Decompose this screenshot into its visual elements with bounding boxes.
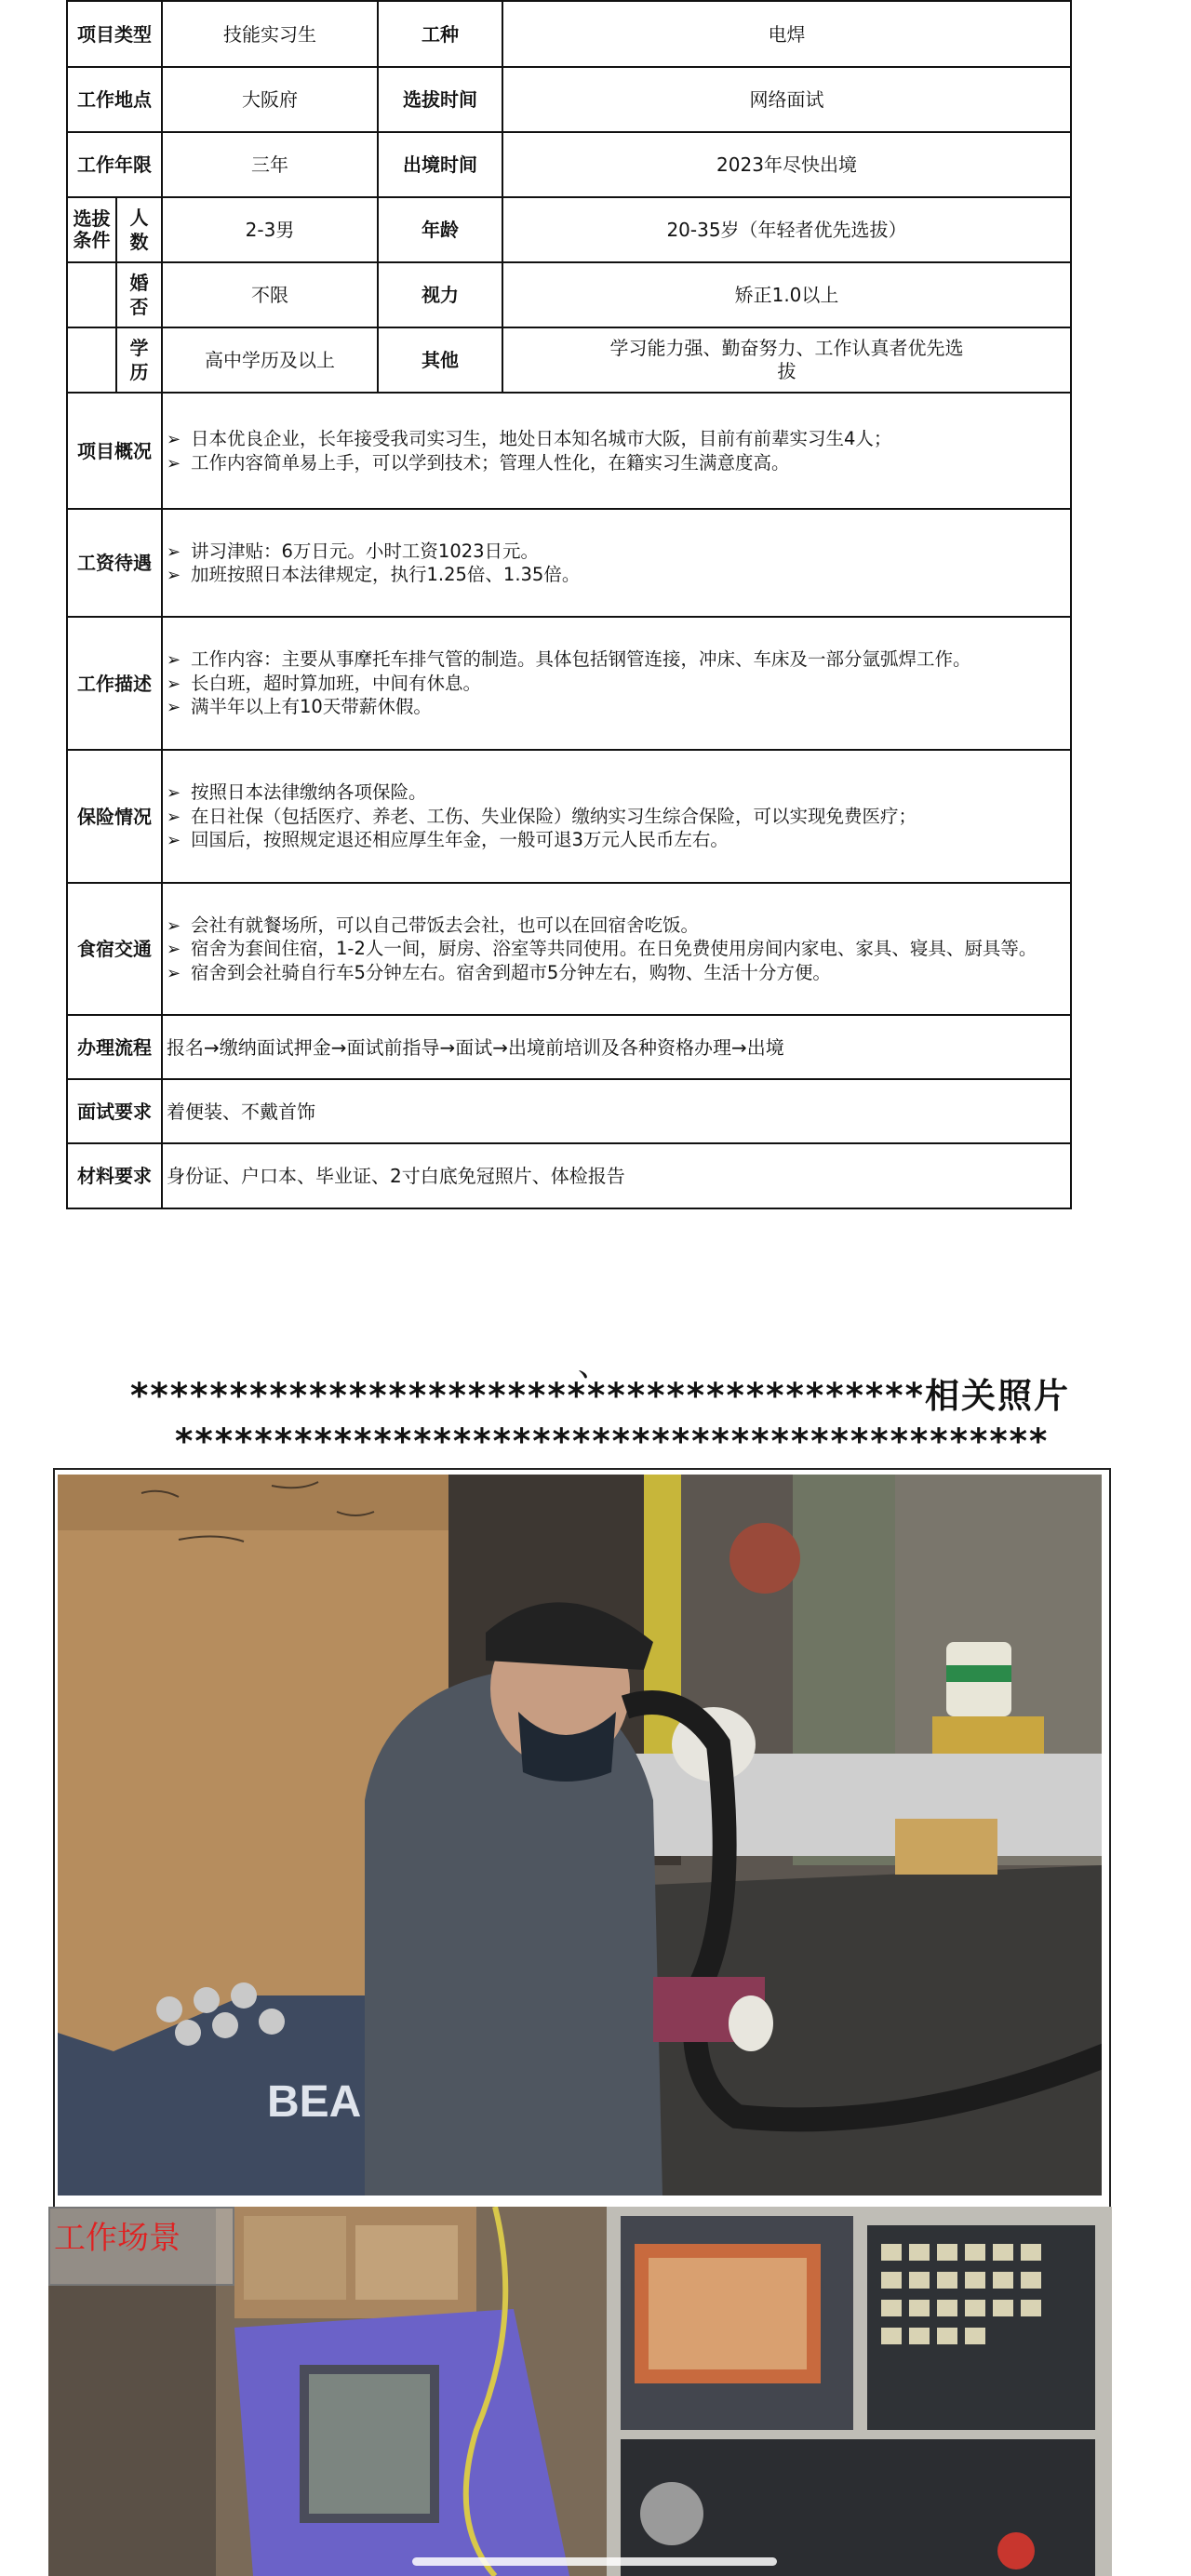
bullet-item [167,540,1063,563]
bullet-text: 讲习津贴：6万日元。小时工资1023日元。 [191,540,540,562]
bullet-list [162,750,1071,883]
bullet-text: 会社有就餐场所，可以自己带饭去会社，也可以在回宿舍吃饭。 [191,914,700,936]
bullet-text: 宿舍到会社骑自行车5分钟左右。宿舍到超市5分钟左右，购物、生活十分方便。 [191,961,831,983]
value-age: 20-35岁（年轻者优先选拔） [502,197,1071,262]
label-housing: 食宿交通 [67,883,162,1015]
bullet-list [162,393,1071,509]
label-work-years: 工作年限 [67,132,162,197]
bullet-text: 日本优良企业，长年接受我司实习生，地处日本知名城市大阪，目前有前辈实习生4人； [191,428,892,450]
bullet-text: 满半年以上有10天带薪休假。 [191,696,432,718]
label-selection-conditions: 选拔条件 [67,197,116,262]
arrow-bullet-icon: ➢ [167,831,181,851]
row-housing [67,883,1071,1015]
row-interview [67,1079,1071,1143]
arrow-bullet-icon: ➢ [167,963,181,983]
empty-cell [67,327,116,393]
scene-label [48,2207,234,2286]
row-work-years [67,132,1071,197]
label-project-type: 项目类型 [67,1,162,67]
value-process: 报名→缴纳面试押金→面试前指导→面试→出境前培训及各种资格办理→出境 [162,1015,1071,1079]
arrow-bullet-icon: ➢ [167,430,181,450]
bullet-item [167,914,1063,937]
bullet-text: 在日社保（包括医疗、养老、工伤、失业保险）缴纳实习生综合保险，可以实现免费医疗； [191,805,917,827]
bullet-text: 工作内容：主要从事摩托车排气管的制造。具体包括钢管连接，冲床、车床及一部分氩弧焊工作。 [191,648,971,671]
bullet-item [167,647,1063,671]
value-project-type: 技能实习生 [162,1,378,67]
value-marital: 不限 [162,262,378,327]
photos-title-stars: ******************************************** [175,1421,1050,1462]
label-interview: 面试要求 [67,1079,162,1143]
welder-photo [58,1475,1102,2196]
label-marital: 婚否 [116,262,162,327]
label-departure-time: 出境时间 [378,132,502,197]
empty-cell [67,262,116,327]
bullet-item [167,805,1063,828]
arrow-bullet-icon: ➢ [167,783,181,804]
row-salary [67,509,1071,617]
value-headcount: 2-3男 [162,197,378,262]
label-materials: 材料要求 [67,1143,162,1208]
value-vision: 矫正1.0以上 [502,262,1071,327]
label-insurance: 保险情况 [67,750,162,883]
bullet-list [162,617,1071,750]
label-other: 其他 [378,327,502,393]
bullet-item [167,937,1063,960]
row-education [67,327,1071,393]
bullet-list [162,509,1071,617]
value-other-line2: 拔 [777,360,796,382]
scroll-indicator[interactable] [412,2557,777,2566]
label-job-type: 工种 [378,1,502,67]
arrow-bullet-icon: ➢ [167,807,181,827]
bullet-text: 宿舍为套间住宿，1-2人一间，厨房、浴室等共同使用。在日免费使用房间内家电、家具、寝具、厨具等。 [191,938,1037,960]
arrow-bullet-icon: ➢ [167,566,181,585]
bullet-list [162,883,1071,1015]
label-selection-time: 选拔时间 [378,67,502,132]
value-materials: 身份证、户口本、毕业证、2寸白底免冠照片、体检报告 [162,1143,1071,1208]
arrow-bullet-icon: ➢ [167,915,181,936]
label-education: 学历 [116,327,162,393]
label-headcount: 人数 [116,197,162,262]
bag-text: BEA [267,2077,362,2127]
label-age: 年龄 [378,197,502,262]
photos-title: ****************************************相关照片 [130,1376,1070,1416]
value-other [502,327,1071,393]
bullet-item [167,781,1063,804]
value-interview: 着便装、不戴首饰 [162,1079,1071,1143]
row-project-type [67,1,1071,67]
label-work-description: 工作描述 [67,617,162,750]
arrow-bullet-icon: ➢ [167,541,181,562]
scene-label-text: 工作场景 [54,2220,181,2257]
label-overview: 项目概况 [67,393,162,509]
arrow-bullet-icon: ➢ [167,940,181,960]
bullet-item [167,695,1063,718]
bullet-text: 加班按照日本法律规定，执行1.25倍、1.35倍。 [191,564,581,585]
value-work-years: 三年 [162,132,378,197]
row-work-location [67,67,1071,132]
label-salary: 工资待遇 [67,509,162,617]
value-education: 高中学历及以上 [162,327,378,393]
value-selection-time: 网络面试 [502,67,1071,132]
arrow-bullet-icon: ➢ [167,698,181,718]
bullet-item [167,427,1063,450]
label-process: 办理流程 [67,1015,162,1079]
value-departure-time: 2023年尽快出境 [502,132,1071,197]
bullet-item [167,961,1063,984]
value-job-type: 电焊 [502,1,1071,67]
row-overview [67,393,1071,509]
label-vision: 视力 [378,262,502,327]
job-info-table [66,0,1072,1209]
row-work-description [67,617,1071,750]
value-other-line1: 学习能力强、勤奋努力、工作认真者优先选 [609,337,964,359]
row-headcount [67,197,1071,262]
bullet-item [167,451,1063,474]
row-materials [67,1143,1071,1208]
bullet-text: 按照日本法律缴纳各项保险。 [191,781,427,804]
value-work-location: 大阪府 [162,67,378,132]
arrow-bullet-icon: ➢ [167,674,181,694]
bullet-text: 工作内容简单易上手，可以学到技术；管理人性化，在籍实习生满意度高。 [191,451,790,474]
label-work-location: 工作地点 [67,67,162,132]
bullet-item [167,672,1063,695]
punctuation-mark: 、 [578,1347,609,1384]
arrow-bullet-icon: ➢ [167,453,181,474]
bullet-item [167,828,1063,851]
row-process [67,1015,1071,1079]
row-insurance [67,750,1071,883]
arrow-bullet-icon: ➢ [167,650,181,671]
row-marital [67,262,1071,327]
bullet-item [167,563,1063,586]
bullet-text: 长白班，超时算加班，中间有休息。 [191,672,482,694]
bullet-text: 回国后，按照规定退还相应厚生年金，一般可退3万元人民币左右。 [191,829,729,851]
